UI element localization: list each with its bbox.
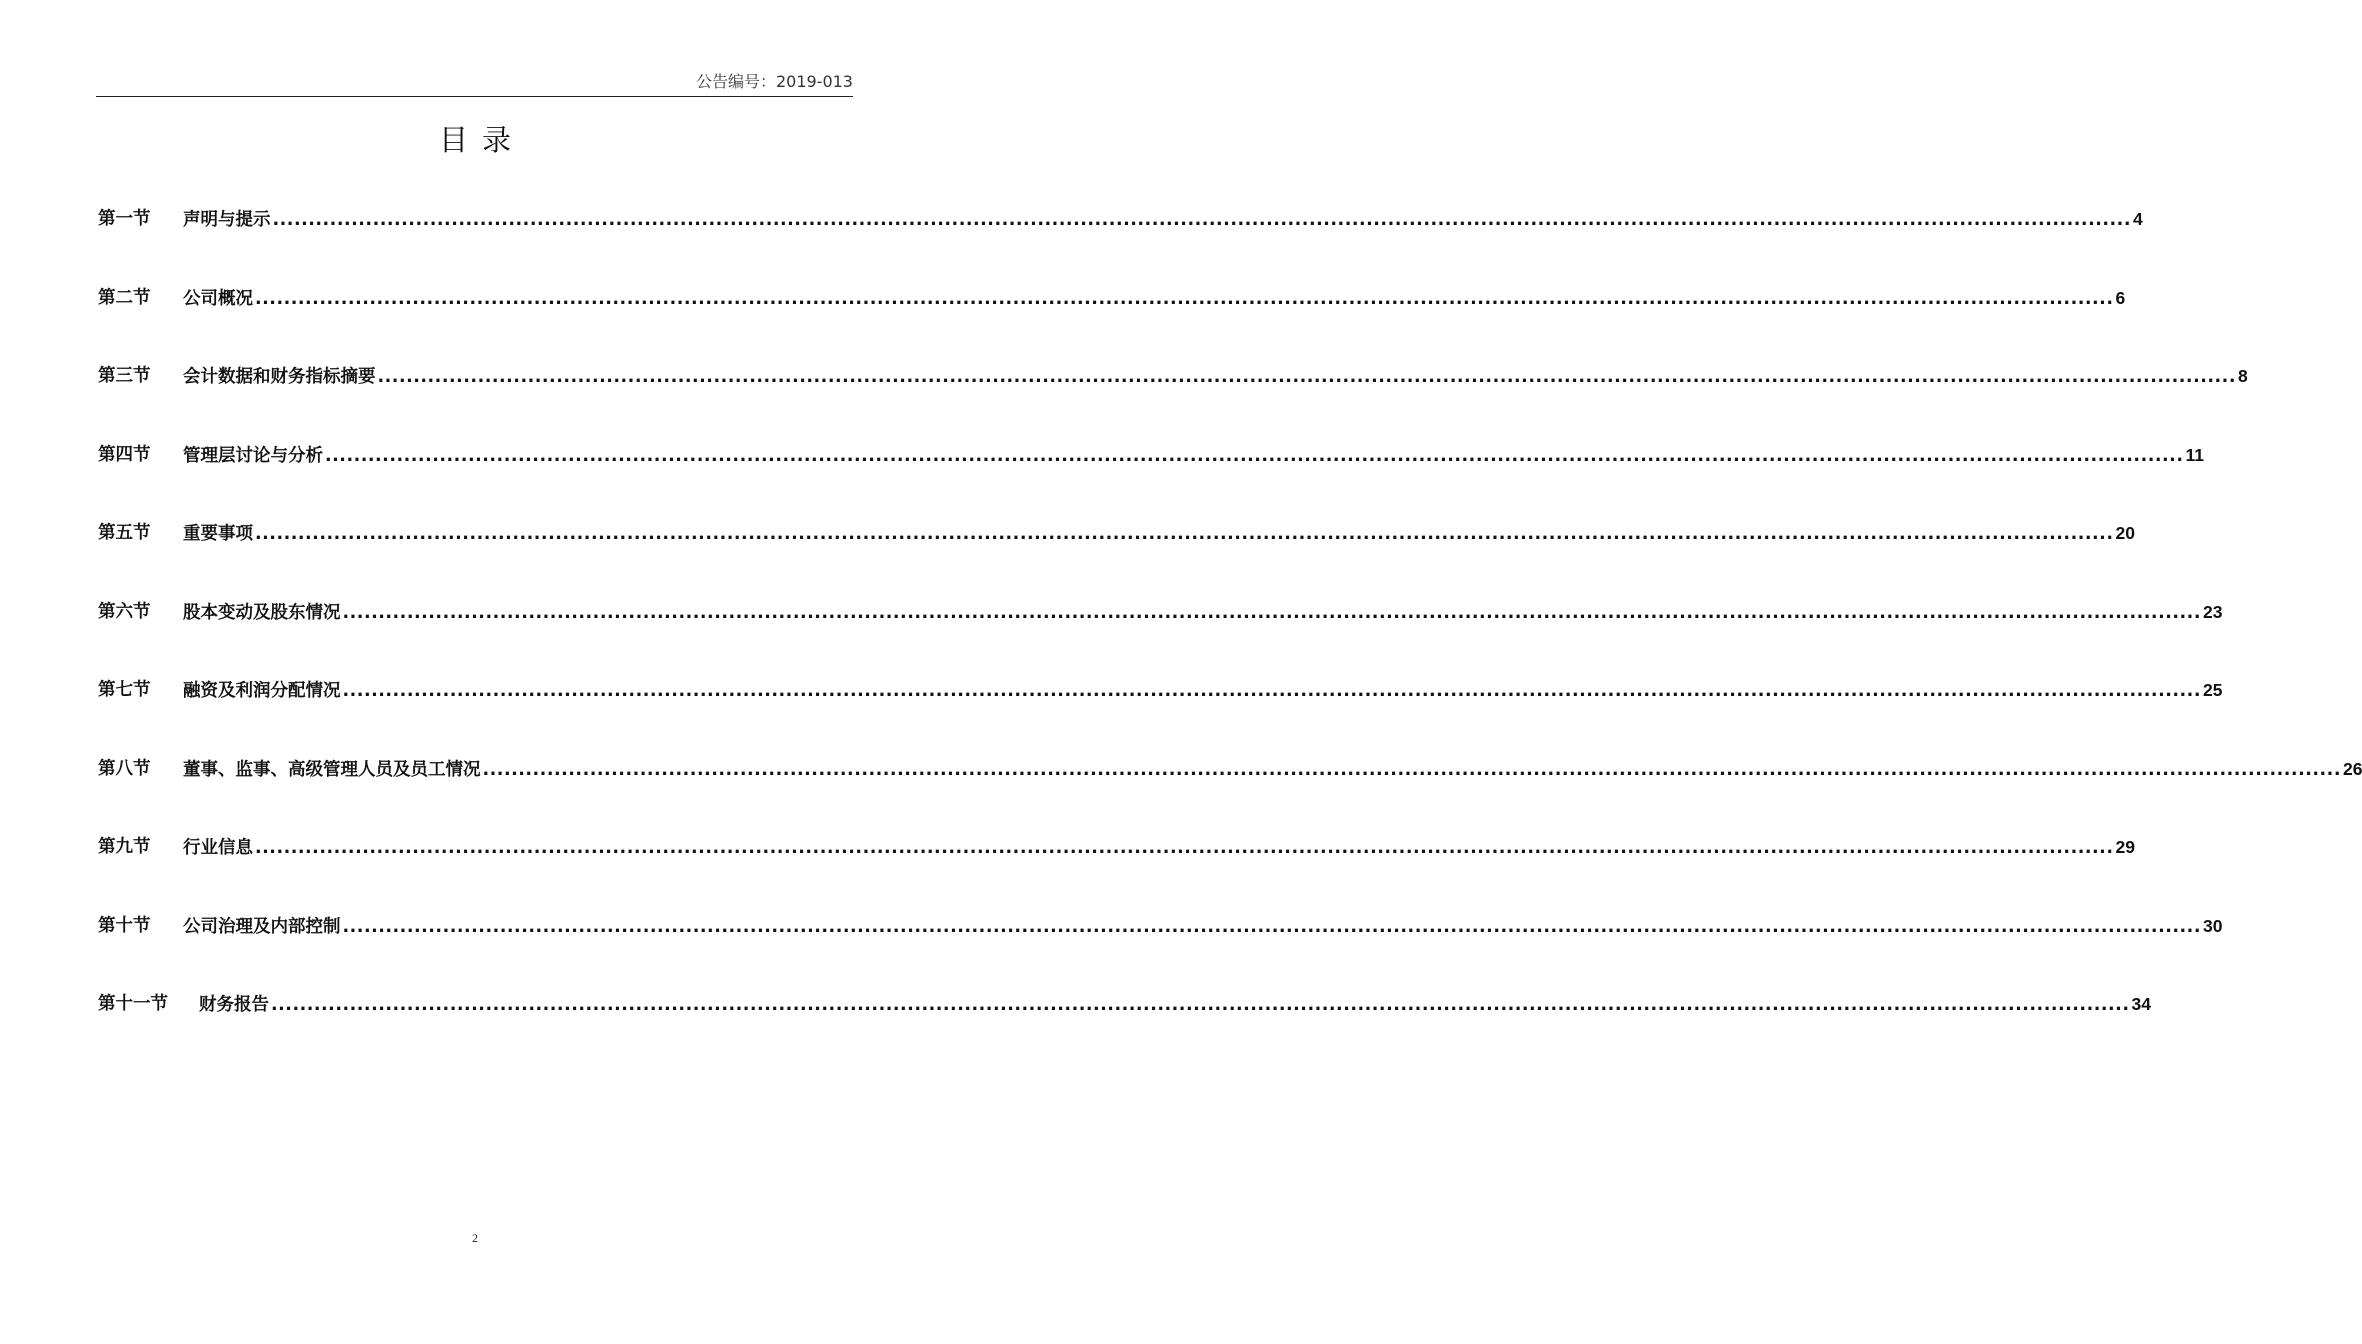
toc-entry-2[interactable]	[98, 285, 2126, 311]
toc-page-number: 25	[2202, 680, 2223, 700]
toc-page-number: 26	[2342, 759, 2362, 779]
toc-entry-7[interactable]	[98, 677, 2223, 703]
toc-dot-leader: ....................................................................................................................................................................................................................................................................	[255, 524, 2114, 544]
footer-page-number: 2	[472, 1231, 478, 1245]
toc-title: 公司治理及内部控制	[183, 917, 341, 937]
toc-section-label: 第三节	[98, 366, 151, 386]
toc-page-number: 29	[2115, 837, 2135, 857]
toc-page-number: 8	[2237, 366, 2248, 386]
toc-title: 公司概况	[183, 289, 253, 309]
toc-section-label: 第十节	[98, 916, 151, 936]
toc-section-label: 第二节	[98, 288, 151, 308]
toc-title: 管理层讨论与分析	[183, 446, 323, 466]
toc-title: 融资及利润分配情况	[183, 681, 341, 701]
toc-entry-10[interactable]	[98, 913, 2223, 939]
toc-entry-11[interactable]	[98, 991, 2151, 1017]
toc-section-label: 第七节	[98, 680, 151, 700]
page-header	[96, 68, 853, 97]
toc-page-number: 11	[2185, 445, 2204, 465]
toc-dot-leader: ....................................................................................................................................................................................................................................................................	[342, 603, 2201, 623]
toc-title: 行业信息	[183, 838, 253, 858]
toc-section-label: 第四节	[98, 445, 151, 465]
toc-dot-leader: ....................................................................................................................................................................................................................................................................	[325, 446, 2184, 466]
toc-page-number: 30	[2202, 916, 2223, 936]
toc-entry-8[interactable]	[98, 756, 2362, 782]
toc-page-number: 20	[2115, 523, 2135, 543]
toc-section-label: 第十一节	[98, 994, 168, 1014]
toc-dot-leader: ....................................................................................................................................................................................................................................................................	[255, 838, 2114, 858]
toc-dot-leader: ....................................................................................................................................................................................................................................................................	[272, 210, 2131, 230]
toc-page-number: 23	[2202, 602, 2223, 622]
toc-page-number: 4	[2132, 209, 2143, 229]
toc-section-label: 第六节	[98, 602, 151, 622]
toc-dot-leader: ....................................................................................................................................................................................................................................................................	[482, 760, 2341, 780]
toc-entry-5[interactable]	[98, 520, 2135, 546]
toc-title: 声明与提示	[183, 210, 271, 230]
toc-dot-leader: ....................................................................................................................................................................................................................................................................	[255, 289, 2114, 309]
page-title: 目录	[438, 123, 525, 157]
toc-page-number: 6	[2115, 288, 2126, 308]
toc-entry-1[interactable]	[98, 206, 2143, 232]
toc-title: 董事、监事、高级管理人员及员工情况	[183, 760, 481, 780]
toc-title: 股本变动及股东情况	[183, 603, 341, 623]
toc-title: 会计数据和财务指标摘要	[183, 367, 376, 387]
toc-dot-leader: ....................................................................................................................................................................................................................................................................	[271, 995, 2130, 1015]
toc-dot-leader: ....................................................................................................................................................................................................................................................................	[342, 681, 2201, 701]
announcement-code: 公告编号：2019-013	[695, 72, 853, 91]
toc-entry-9[interactable]	[98, 834, 2135, 860]
toc-dot-leader: ....................................................................................................................................................................................................................................................................	[342, 917, 2201, 937]
toc-dot-leader: ....................................................................................................................................................................................................................................................................	[377, 367, 2236, 387]
toc-section-label: 第九节	[98, 837, 151, 857]
toc-title: 财务报告	[199, 995, 269, 1015]
toc-title: 重要事项	[183, 524, 253, 544]
toc-section-label: 第八节	[98, 759, 151, 779]
toc-page-number: 34	[2131, 994, 2151, 1014]
toc-entry-3[interactable]	[98, 363, 2248, 389]
toc-section-label: 第五节	[98, 523, 151, 543]
toc-section-label: 第一节	[98, 209, 151, 229]
toc-entry-4[interactable]	[98, 442, 2204, 468]
toc-entry-6[interactable]	[98, 599, 2223, 625]
